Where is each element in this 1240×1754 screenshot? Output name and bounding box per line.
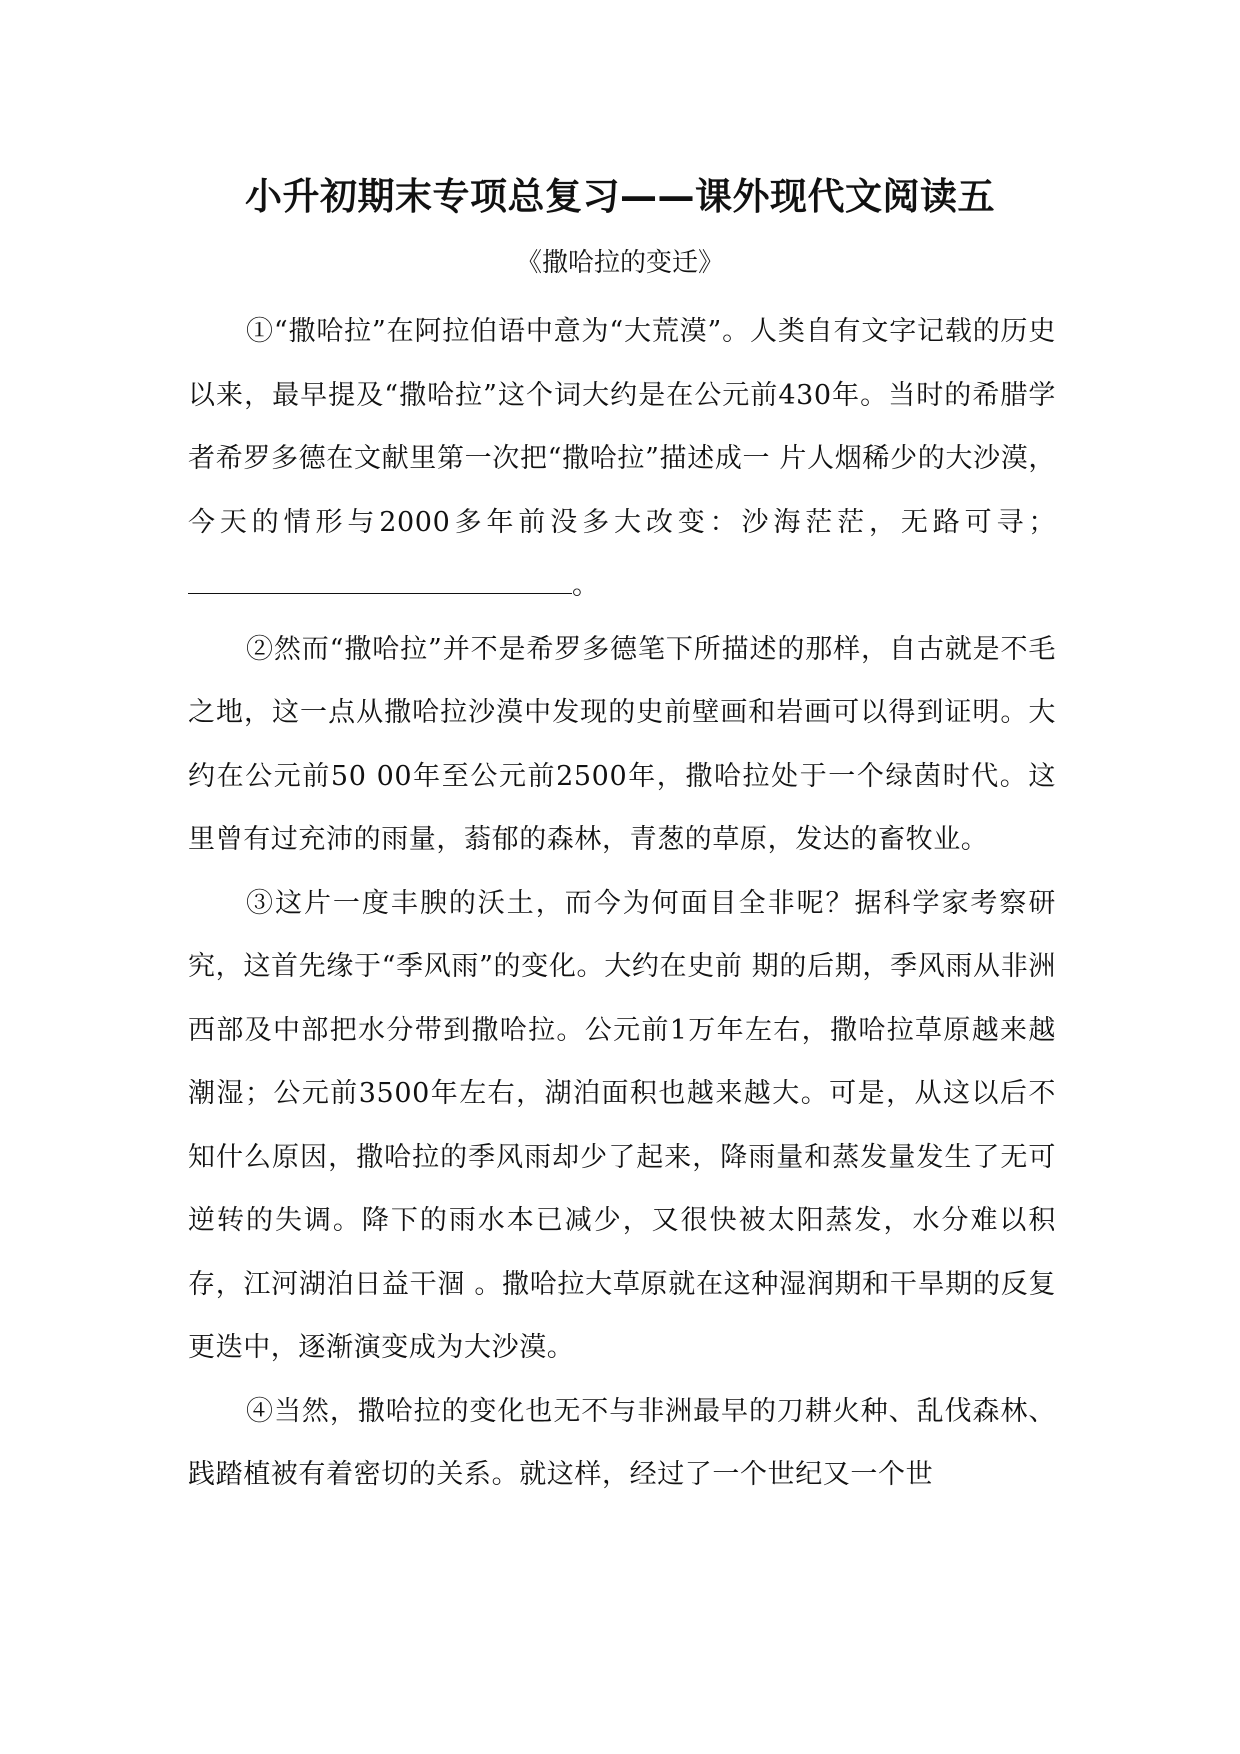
paragraph-4: ④当然，撒哈拉的变化也无不与非洲最早的刀耕火种、乱伐森林、践踏植被有着密切的关系。就这样，经过了一个世纪又一个世 (188, 1395, 1056, 1490)
paragraph-2: ②然而“撒哈拉”并不是希罗多德笔下所描述的那样，自古就是不毛之地，这一点从撒哈拉沙漠中发现的史前壁画和岩画可以得到证明。大约在公元前50 00年至公元前2500年，撒哈拉处于一个绿茵时代。这里曾有过充沛的雨量，蓊郁的森林，青葱的草原，发达的畜牧业。 (188, 633, 1056, 855)
paragraph-3: ③这片一度丰腴的沃土，而今为何面目全非呢？据科学家考察研究，这首先缘于“季风雨”的变化。大约在史前 期的后期，季风雨从非洲西部及中部把水分带到撒哈拉。公元前1万年左右，撒哈拉草原越来越潮湿；公元前3500年左右，湖泊面积也越来越大。可是，从这以后不知什么原因，撒哈拉的季风雨却少了起来，降雨量和蒸发量发生了无可逆转的失调。降下的雨水本已减少，又很快被太阳蒸发，水分难以积存，江河湖泊日益干涸 。撒哈拉大草原就在这种湿润期和干旱期的反复更迭中，逐渐演变成为大沙漠。 (188, 887, 1056, 1363)
paragraph-1 (188, 300, 1056, 618)
article-body (188, 300, 1056, 1507)
paragraph-1-text: ①“撒哈拉”在阿拉伯语中意为“大荒漠”。人类自有文字记载的历史以来，最早提及“撒哈拉”这个词大约是在公元前430年。当时的希腊学者希罗多德在文献里第一次把“撒哈拉”描述成一 片人烟稀少的大沙漠，今天的情形与2000多年前没多大改变：沙海茫茫，无路可寻； (188, 316, 1056, 538)
document-title: 小升初期末专项总复习——课外现代文阅读五 (245, 175, 995, 218)
answer-blank (188, 567, 572, 594)
paragraph-1-end: 。 (572, 570, 600, 601)
article-title: 《撒哈拉的变迁》 (515, 248, 724, 278)
